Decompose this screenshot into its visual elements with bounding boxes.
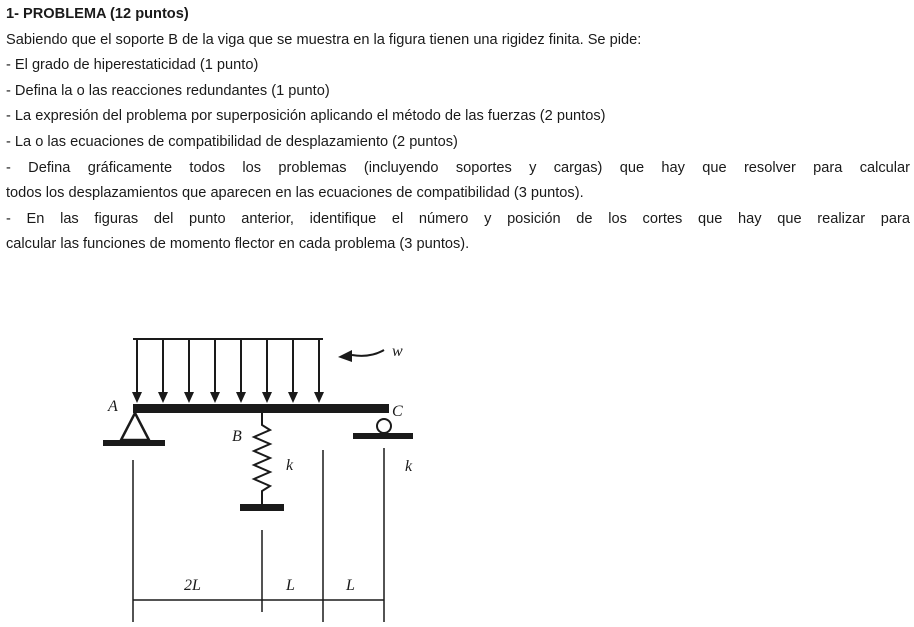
spring-ground: [240, 504, 284, 511]
dimension-lines: [133, 448, 384, 622]
beam: [133, 404, 389, 413]
problem-item-5-line-1: - Defina gráficamente todos los problemas (incluyendo soportes y cargas) que hay que resolver para calcular: [6, 159, 910, 176]
support-a-label: A: [108, 398, 118, 415]
spring-b: [240, 413, 284, 511]
load-arrows: [132, 339, 324, 403]
problem-item-3: - La expresión del problema por superposición aplicando el método de las fuerzas (2 puntos): [6, 108, 606, 125]
problem-item-1: - El grado de hiperestaticidad (1 punto): [6, 57, 259, 74]
problem-title: 1- PROBLEMA (12 puntos): [6, 6, 189, 22]
dimension-l-label-1: L: [286, 577, 295, 594]
problem-item-4: - La o las ecuaciones de compatibilidad de desplazamiento (2 puntos): [6, 133, 458, 150]
problem-item-6-line-2: calcular las funciones de momento flector en cada problema (3 puntos).: [6, 236, 470, 253]
problem-item-5-line-2: todos los desplazamientos que aparecen en las ecuaciones de compatibilidad (3 puntos).: [6, 185, 584, 202]
support-c-label: C: [392, 403, 403, 420]
problem-item-6-line-1: - En las figuras del punto anterior, identifique el número y posición de los cortes que hay que realizar para: [6, 210, 910, 227]
support-k-label: k: [405, 458, 413, 475]
distributed-load: [132, 339, 324, 403]
spring-b-label: B: [232, 428, 242, 445]
dimension-l-label-2: L: [346, 577, 355, 594]
problem-intro: Sabiendo que el soporte B de la viga que se muestra en la figura tienen una rigidez finita. Se pide:: [6, 31, 642, 48]
load-pointer-arrow: [338, 350, 384, 362]
pin-support-a: [103, 413, 165, 446]
roller-support-c: [353, 419, 413, 439]
load-label: w: [392, 343, 403, 360]
spring-k-label: k: [286, 457, 294, 474]
dimension-2l-label: 2L: [184, 577, 201, 594]
problem-item-2: - Defina la o las reacciones redundantes (1 punto): [6, 82, 330, 99]
